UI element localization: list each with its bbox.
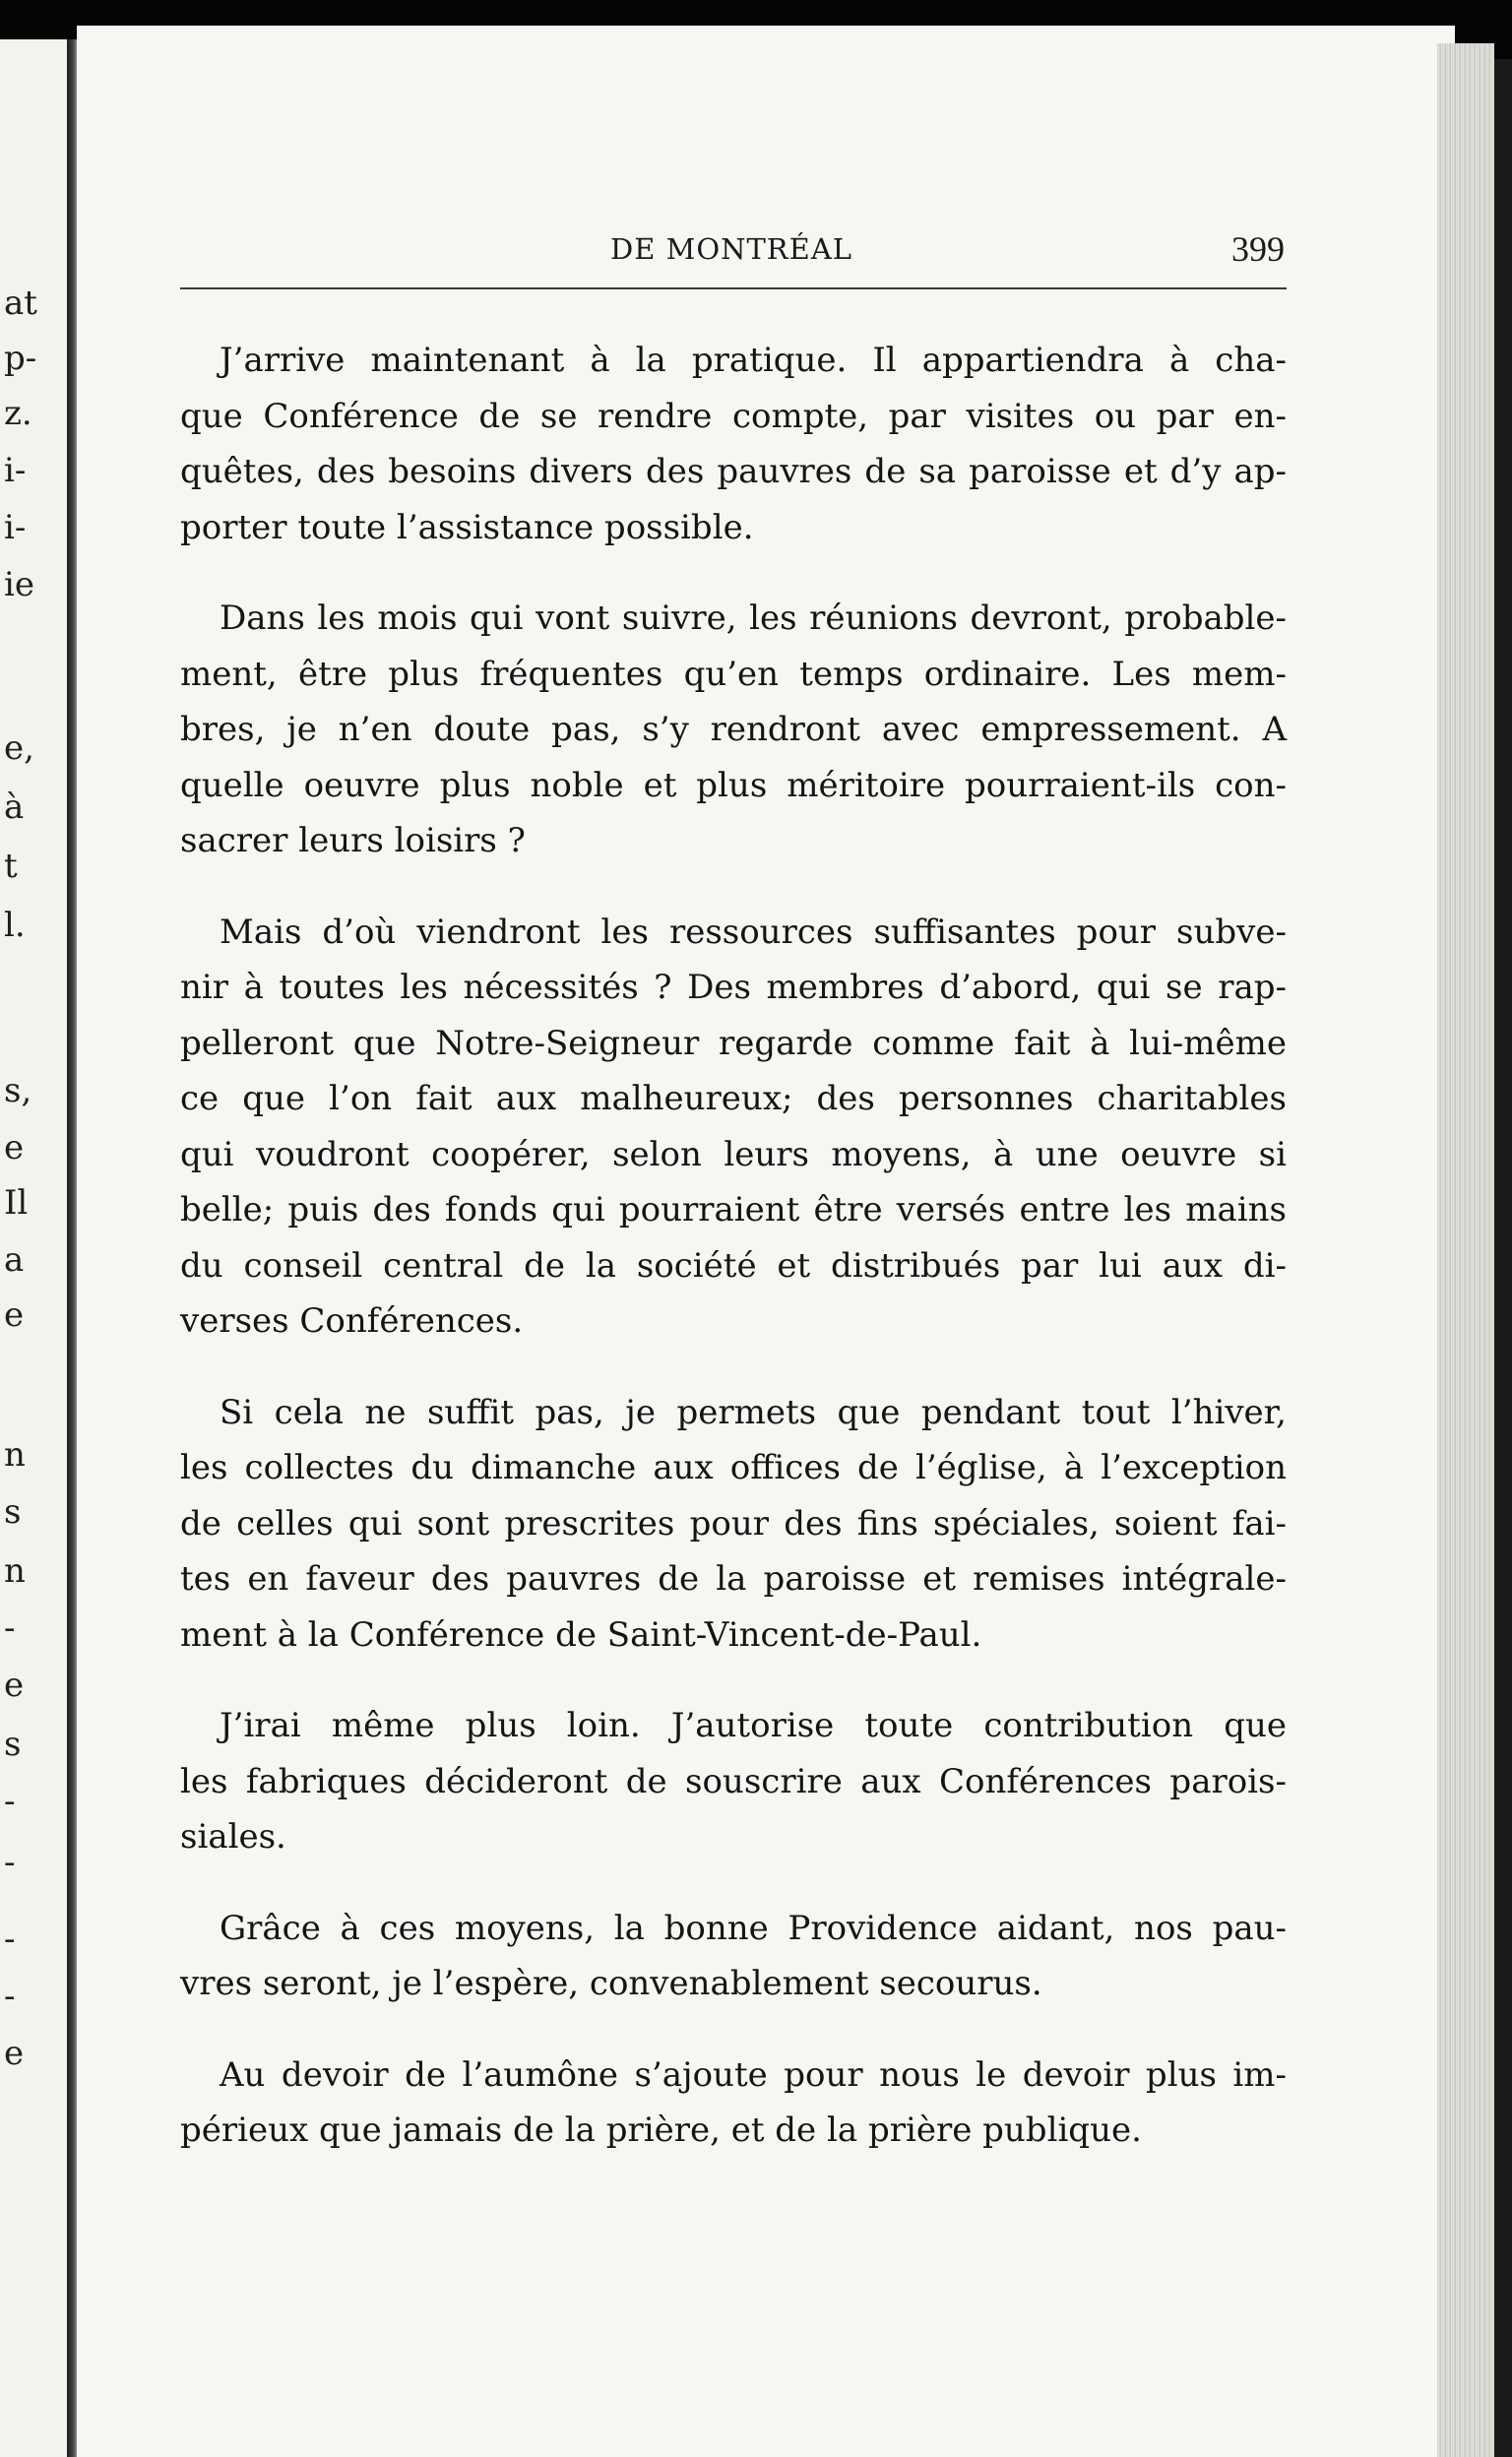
paragraph [180,591,1287,869]
text-line: du conseil central de la société et distribués par lui aux di- [180,1245,1287,1286]
facing-page-fragment: l. [4,906,26,945]
paragraph [180,1698,1287,1865]
facing-page-fragment: s, [4,1071,32,1110]
text-line: nir à toutes les nécessités ? Des membres d’abord, qui se rap- [180,968,1287,1007]
paragraph [180,1901,1287,2012]
facing-page-fragment: s [4,1725,22,1764]
facing-page-fragment: p- [4,339,37,378]
page-number: 399 [1231,229,1285,269]
text-line: quelle oeuvre plus noble et plus méritoire pourraient-ils con- [180,765,1287,805]
text-line: les fabriques décideront de souscrire aux Conférences parois- [180,1761,1287,1801]
text-line: J’irai même plus loin. J’autorise toute contribution que [220,1706,1287,1745]
text-line: les collectes du dimanche aux offices de l’église, à l’exception [180,1448,1287,1487]
facing-page-fragment: e [4,1128,25,1167]
text-line: vres seront, je l’espère, convenablement secourus. [180,1964,1042,2003]
paragraph [180,2048,1287,2159]
text-line: Mais d’où viendront les ressources suffisantes pour subve- [220,912,1287,952]
running-head: DE MONTRÉAL [609,232,853,266]
facing-page-fragment: i- [4,508,27,547]
text-line: Au devoir de l’aumône s’ajoute pour nous le devoir plus im- [220,2054,1287,2095]
facing-page-fragment: - [4,1843,16,1882]
facing-page-edge [0,39,67,2457]
page-edge-shadow [1494,59,1512,2457]
facing-page-fragment: a [4,1240,25,1280]
facing-page-fragment: n [4,1435,26,1475]
text-line: qui voudront coopérer, selon leurs moyens, à une oeuvre si [180,1134,1287,1174]
facing-page-fragment: z. [4,394,32,433]
text-line: quêtes, des besoins divers des pauvres de sa paroisse et d’y ap- [180,452,1287,491]
header-rule [180,287,1287,289]
text-line: pelleront que Notre-Seigneur regarde comme fait à lui-même [180,1023,1287,1063]
facing-page-fragment: i- [4,451,27,490]
text-line: tes en faveur des pauvres de la paroisse et remises intégrale- [180,1559,1287,1599]
text-line: de celles qui sont prescrites pour des fins spéciales, soient fai- [180,1503,1287,1544]
facing-page-fragment: e [4,2034,25,2073]
text-line: ment à la Conférence de Saint-Vincent-de-Paul. [180,1614,982,1655]
facing-page-fragment: à [4,788,25,827]
paragraph [180,1385,1287,1664]
facing-page-fragment: ie [4,565,34,604]
text-line: ce que l’on fait aux malheureux; des personnes charitables [180,1079,1287,1118]
text-line: Si cela ne suffit pas, je permets que pendant tout l’hiver, [220,1392,1287,1432]
facing-page-fragment: e, [4,728,34,768]
facing-page-fragment: at [4,284,37,323]
text-line: siales. [180,1817,286,1857]
facing-page-fragment: t [4,847,18,886]
text-line: ment, être plus fréquentes qu’en temps ordinaire. Les mem- [180,654,1287,694]
text-line: porter toute l’assistance possible. [180,507,754,547]
facing-page-fragment: - [4,1608,16,1648]
page-header [180,228,1283,278]
facing-page-fragment: s [4,1492,22,1532]
facing-page-fragment: - [4,1782,16,1821]
page-stack-edge [1437,43,1494,2457]
text-line: verses Conférences. [180,1301,524,1341]
book-gutter [67,39,77,2457]
facing-page-fragment: - [4,1920,16,1959]
text-line: périeux que jamais de la prière, et de la prière publique. [180,2110,1142,2150]
text-line: que Conférence de se rendre compte, par visites ou par en- [180,396,1287,436]
text-line: bres, je n’en doute pas, s’y rendront avec empressement. A [180,710,1287,749]
text-line: belle; puis des fonds qui pourraient être versés entre les mains [180,1190,1287,1229]
text-line: Dans les mois qui vont suivre, les réunions devront, probable- [220,598,1287,638]
facing-page-fragment: e [4,1666,25,1705]
text-line: sacrer leurs loisirs ? [180,821,526,860]
facing-page-fragment: n [4,1551,26,1591]
facing-page-fragment: - [4,1977,16,2016]
book-page [77,26,1455,2457]
page-body [180,333,1287,2194]
paragraph [180,333,1287,555]
facing-page-fragment: Il [4,1183,29,1223]
text-line: J’arrive maintenant à la pratique. Il appartiendra à cha- [220,341,1287,380]
paragraph [180,905,1287,1350]
facing-page-fragment: e [4,1295,25,1335]
text-line: Grâce à ces moyens, la bonne Providence aidant, nos pau- [220,1908,1287,1948]
